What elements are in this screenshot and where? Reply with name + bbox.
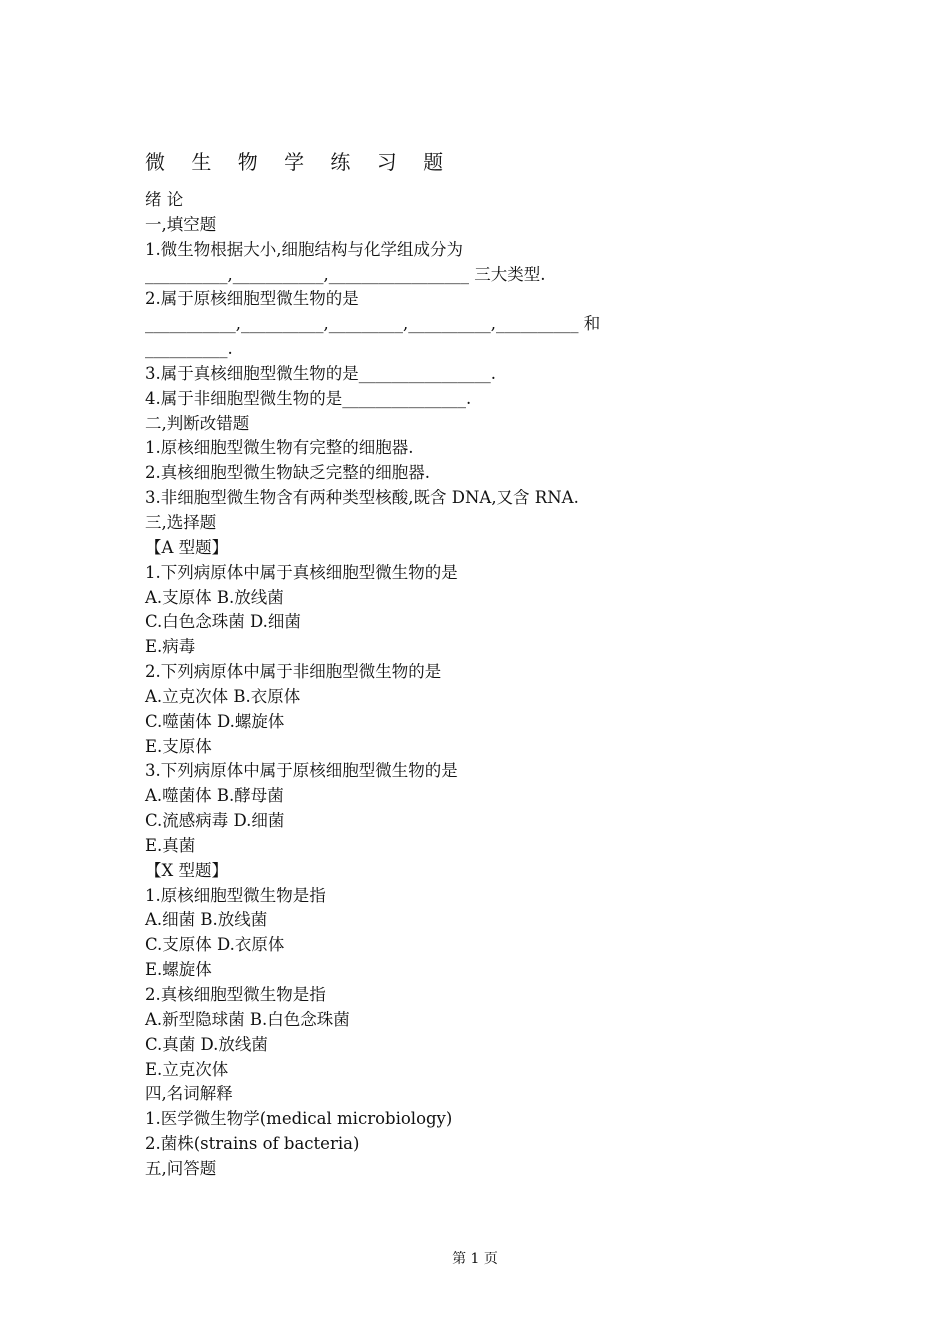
text-line: C.噬菌体 D.螺旋体 <box>145 711 285 731</box>
text-line: E.螺旋体 <box>145 960 212 980</box>
text-line: 1.微生物根据大小,细胞结构与化学组成分为 <box>145 239 463 259</box>
text-line: A.细菌 B.放线菌 <box>145 910 268 930</box>
text-line: 1.下列病原体中属于真核细胞型微生物的是 <box>145 562 458 582</box>
text-line: A.新型隐球菌 B.白色念珠菌 <box>145 1009 350 1029</box>
text-line: 【X 型题】 <box>145 860 228 880</box>
text-line: 3.下列病原体中属于原核细胞型微生物的是 <box>145 761 458 781</box>
text-line: E.真菌 <box>145 835 196 855</box>
text-line: 【A 型题】 <box>145 537 229 557</box>
text-line: 4.属于非细胞型微生物的是_______________. <box>145 388 472 408</box>
text-line: 2.菌株(strains of bacteria) <box>145 1134 360 1154</box>
text-line: 2.属于原核细胞型微生物的是 <box>145 289 359 309</box>
text-line: 五,问答题 <box>145 1158 217 1178</box>
text-line: C.真菌 D.放线菌 <box>145 1034 268 1054</box>
text-line: 2.真核细胞型微生物缺乏完整的细胞器. <box>145 463 430 483</box>
text-line: 2.真核细胞型微生物是指 <box>145 985 326 1004</box>
text-line: 1.医学微生物学(medical microbiology) <box>145 1109 453 1129</box>
text-line: __________,___________,_________________ 三大类型. <box>145 264 546 284</box>
text-line: 2.下列病原体中属于非细胞型微生物的是 <box>145 662 442 682</box>
document-body <box>145 188 765 1182</box>
text-line: 3.非细胞型微生物含有两种类型核酸,既含 DNA,又含 RNA. <box>145 488 579 508</box>
text-line: A.噬菌体 B.酵母菌 <box>145 786 284 806</box>
text-line: 二,判断改错题 <box>145 413 250 433</box>
text-line: 1.原核细胞型微生物是指 <box>145 885 326 905</box>
text-line: E.立克次体 <box>145 1059 229 1079</box>
text-line: 3.属于真核细胞型微生物的是________________. <box>145 363 496 383</box>
text-line: 三,选择题 <box>145 512 217 532</box>
text-line: __________. <box>145 339 233 359</box>
text-line: C.流感病毒 D.细菌 <box>145 811 285 831</box>
text-line: E.支原体 <box>145 736 212 756</box>
page-title: 微 生 物 学 练 习 题 <box>145 150 454 174</box>
text-line: A.立克次体 B.衣原体 <box>145 686 301 706</box>
text-line: ___________,__________,_________,__________,__________ 和 <box>145 314 601 334</box>
text-line: 一,填空题 <box>145 214 217 234</box>
text-line: A.支原体 B.放线菌 <box>145 587 284 607</box>
text-line: 1.原核细胞型微生物有完整的细胞器. <box>145 438 414 458</box>
text-line: 四,名词解释 <box>145 1084 233 1104</box>
text-line: C.白色念珠菌 D.细菌 <box>145 612 301 632</box>
text-line: C.支原体 D.衣原体 <box>145 935 285 955</box>
text-line: 绪 论 <box>145 190 184 209</box>
page-number: 第 1 页 <box>452 1251 498 1267</box>
text-line: E.病毒 <box>145 637 196 657</box>
